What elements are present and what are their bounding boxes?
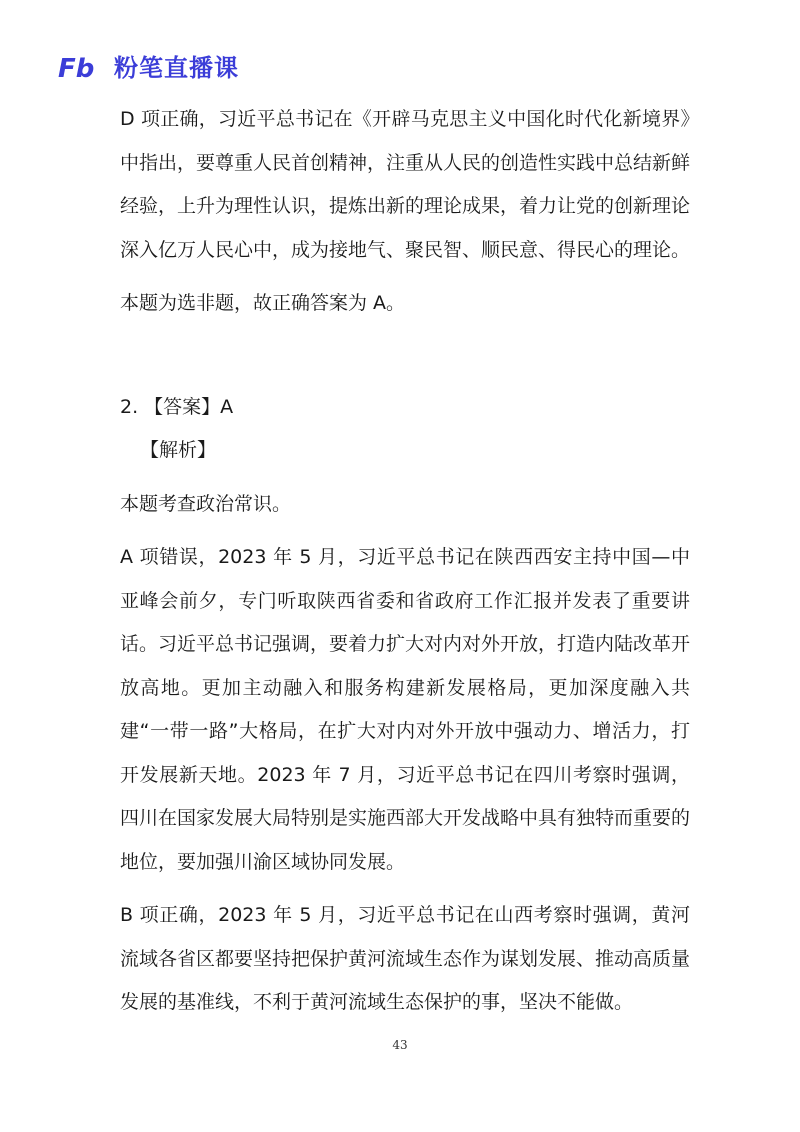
answer-heading: 2. 【答案】A xyxy=(120,395,234,418)
paragraph-conclusion: 本题为选非题，故正确答案为 A。 xyxy=(120,292,406,314)
paragraph-topic: 本题考查政治常识。 xyxy=(120,492,292,515)
paragraph-b-correct: B 项正确，2023 年 5 月，习近平总书记在山西考察时强调，黄河流域各省区都要坚持把保护黄河流域生态作为谋划发展、推动高质量发展的基准线，不利于黄河流域生态保护的事，坚决不能做。 xyxy=(120,904,691,1013)
page-number: 43 xyxy=(392,1038,408,1052)
paragraph-d-correct: D 项正确，习近平总书记在《开辟马克思主义中国化时代化新境界》中指出，要尊重人民首创精神，注重从人民的创造性实践中总结新鲜经验，上升为理性认识，提炼出新的理论成果，着力让党的创新理论深入亿万人民心中，成为接地气、聚民智、顺民意、得民心的理论。 xyxy=(120,108,691,261)
paragraph-a-wrong: A 项错误，2023 年 5 月，习近平总书记在陕西西安主持中国—中亚峰会前夕，专门听取陕西省委和省政府工作汇报并发表了重要讲话。习近平总书记强调，要着力扩大对内对外开放，打造内陆改革开放高地。更加主动融入和服务构建新发展格局，更加深度融入共建“一带一路”大格局，在扩大对内对外开放中强动力、增活力，打开发展新天地。2023 年 7 月，习近平总书记在四川考察时强调，四川在国家发展大局特别是实施西部大开发战略中具有独特而重要的地位，要加强川渝区域协同发展。 xyxy=(120,546,691,873)
brand-name: 粉笔直播课 xyxy=(114,54,239,82)
analysis-heading: 【解析】 xyxy=(140,439,217,461)
logo-text: Fb xyxy=(58,55,95,81)
fenbi-logo-icon xyxy=(58,55,108,81)
header xyxy=(58,52,239,84)
document-body xyxy=(120,98,690,1025)
